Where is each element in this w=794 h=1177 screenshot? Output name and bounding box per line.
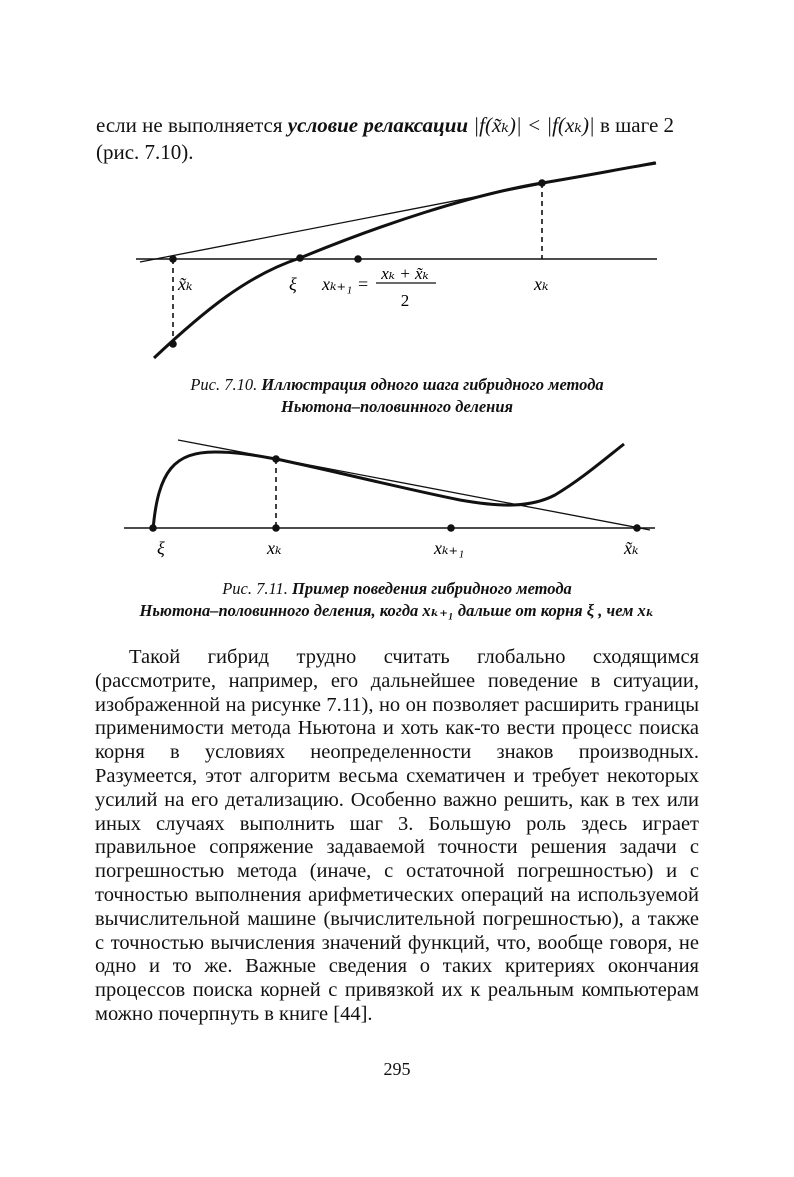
label-xk: xₖ	[267, 538, 282, 558]
label-xk1: xₖ₊₁	[434, 538, 465, 558]
intro-line-1	[96, 113, 674, 137]
label-xtilde-k: x̃ₖ	[624, 538, 639, 558]
caption-7-11-line-2: Ньютона–половинного деления, когда xₖ₊₁ дальше от корня ξ , чем xₖ	[139, 601, 655, 620]
caption-7-11-text: Пример поведения гибридного метода	[292, 579, 572, 598]
caption-7-10-line-2: Ньютона–половинного деления	[281, 397, 513, 416]
relaxation-condition: |f(x̃ₖ)| < |f(xₖ)|	[473, 113, 595, 137]
caption-7-11	[0, 578, 794, 622]
point-xi	[149, 524, 157, 532]
label-xk1: xₖ₊₁ =	[322, 274, 369, 294]
caption-7-11-line-1	[0, 578, 794, 600]
point-xtilde	[633, 524, 641, 532]
point-xk-axis	[272, 524, 280, 532]
page-number: 295	[383, 1059, 411, 1079]
label-xk: xₖ	[534, 274, 549, 294]
caption-7-10-text: Иллюстрация одного шага гибридного метода	[261, 375, 604, 394]
point-xk-curve	[272, 455, 280, 463]
function-curve	[154, 163, 656, 358]
caption-7-11-number: Рис. 7.11.	[222, 579, 288, 598]
point-xk1	[354, 255, 362, 263]
caption-7-10	[0, 374, 794, 418]
figure-7-11-plot	[0, 430, 794, 570]
body-text	[95, 646, 699, 1027]
label-xtilde-k: x̃ₖ	[178, 274, 193, 294]
point-xk1	[447, 524, 455, 532]
label-xi: ξ	[157, 538, 165, 558]
relaxation-term: условие релаксации	[287, 113, 469, 137]
figure-7-10	[0, 150, 794, 370]
point-xk-curve	[538, 179, 546, 187]
label-frac-den: 2	[400, 291, 410, 310]
caption-7-10-number: Рис. 7.10.	[190, 375, 258, 394]
figure-7-10-plot	[0, 150, 794, 370]
caption-7-10-line-1	[0, 374, 794, 396]
figure-7-11	[0, 430, 794, 570]
intro-line-2: (рис. 7.10).	[96, 140, 194, 164]
point-xtilde-axis	[169, 255, 177, 263]
function-curve	[153, 444, 624, 530]
intro-prefix: если не выполняется	[96, 113, 288, 137]
body-paragraph: Такой гибрид трудно считать глобально сходящимся (рассмотрите, например, его дальнейшее поведение в ситуации, изображенной на рисунке 7.11), но он позволяет расширить границы применимости метода Ньютона и хоть как-то вести процесс поиска корня в условиях неопределенности знаков производных. Разумеется, этот алгоритм весьма схематичен и требует некоторых усилий на его детализацию. Особенно важно решить, как в тех или иных случаях выполнить шаг 3. Большую роль здесь играет правильное сопряжение задаваемой точности решения задачи с погрешностью метода (иначе, с остаточной погрешностью) и с точностью выполнения арифметических операций на используемой вычислительной машине (вычислительной погрешностью), а также с точностью вычисления значений функций, что, вообще говоря, не одно и то же. Важные сведения о таких критериях окончания процессов поиска корней с привязкой их к реальным компьютерам можно почерпнуть в книге [44].	[95, 646, 699, 1025]
label-xi: ξ	[289, 274, 297, 294]
point-xi	[296, 254, 304, 262]
label-frac-num: xₖ + x̃ₖ	[381, 264, 429, 283]
point-xtilde-curve	[169, 340, 177, 348]
intro-suffix: в шаге 2	[594, 113, 675, 137]
